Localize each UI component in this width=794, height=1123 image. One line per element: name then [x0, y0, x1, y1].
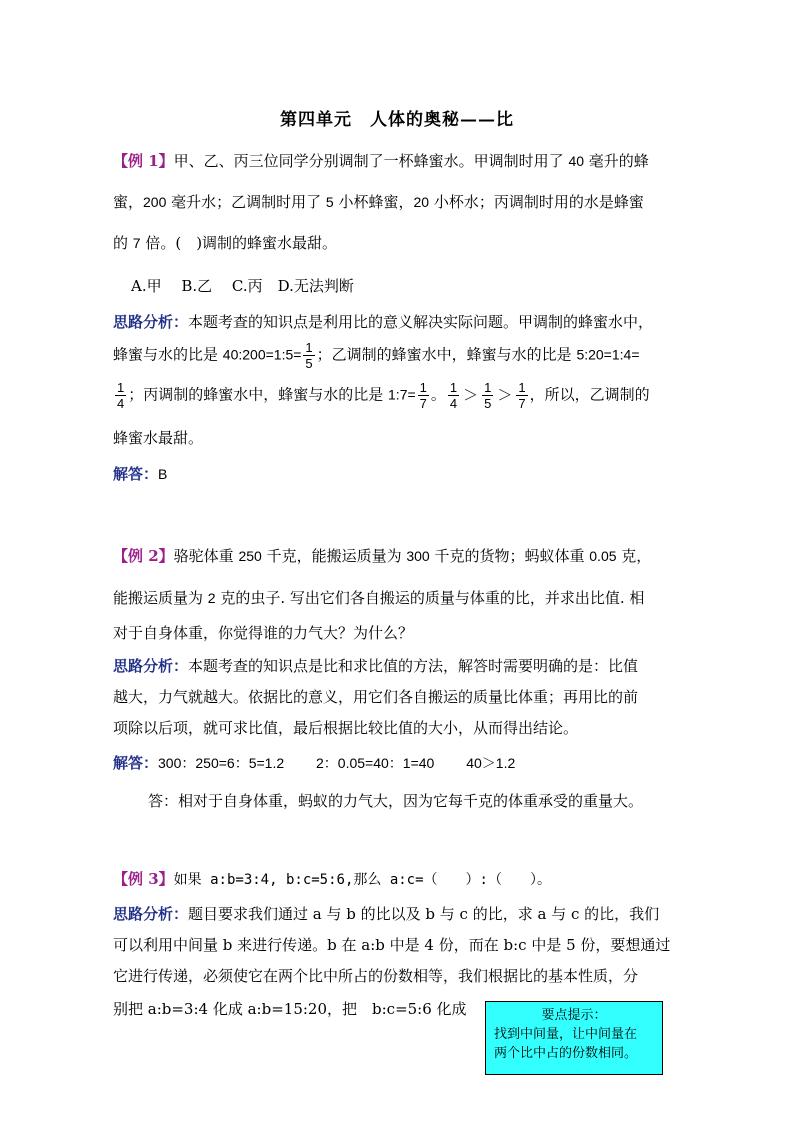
tip-line: 两个比中占的份数相同。	[494, 1046, 638, 1061]
ex1-question-line1	[113, 150, 649, 171]
ex1-analysis-line1	[113, 311, 653, 332]
number: 20	[413, 194, 430, 210]
text: 项除以后项，就可求比值，最后根据比较比值的大小，从而得出结论。	[113, 719, 579, 737]
answer-value: B	[158, 466, 168, 482]
fraction	[482, 380, 493, 411]
ex3-analysis-line3	[113, 965, 638, 986]
text: 题目要求我们通过 a 与 b 的比以及 b 与 c 的比，求 a 与 c 的比，我们	[188, 905, 660, 923]
fraction	[516, 380, 527, 411]
ratio: 1:7=	[388, 386, 416, 403]
number: 300	[406, 548, 430, 564]
text: 千克的货物；蚂蚁体重	[429, 547, 590, 565]
denominator: 4	[117, 396, 125, 411]
text: 毫升水；乙调制时用了	[166, 193, 326, 211]
ex2-tag: 【例 2】	[113, 547, 174, 565]
options-text: A.甲 B.乙 C.丙 D.无法判断	[131, 277, 354, 295]
answer-value: 300：250=6：5=1.2 2：0.05=40：1=40 40＞1.2	[158, 755, 516, 771]
ex2-answer-conclusion	[148, 790, 643, 811]
text: ，所以，乙调制的	[529, 385, 650, 404]
ratio: 5:20=1:4=	[576, 346, 640, 363]
text: 蜜，	[113, 193, 144, 211]
text: 小杯蜂蜜，	[333, 193, 414, 211]
ex3-question	[113, 868, 551, 889]
ex3-analysis-line2	[113, 934, 670, 955]
number: 5	[325, 194, 334, 210]
ex2-analysis-line3	[113, 717, 578, 738]
fraction	[303, 340, 314, 371]
ex2-answer	[113, 752, 515, 773]
text: 本题考查的知识点是利用比的意义解决实际问题。甲调制的蜂蜜水中，	[188, 313, 654, 331]
ex2-analysis-line2	[113, 686, 638, 707]
number: 200	[143, 194, 167, 210]
tip-line: 找到中间量，让中间量在	[494, 1027, 638, 1042]
number: 7	[132, 235, 141, 251]
ex2-question-line2	[113, 587, 644, 608]
text: 克的虫子. 写出它们各自搬运的质量与体重的比，并求出比值. 相	[215, 589, 645, 607]
denominator: 5	[484, 396, 492, 411]
number: 40	[568, 153, 585, 169]
analysis-label: 思路分析：	[113, 313, 189, 331]
denominator: 5	[305, 356, 313, 371]
numerator: 1	[419, 380, 427, 395]
text: 越大，力气就越大。依据比的意义，用它们各自搬运的质量比体重；再用比的前	[113, 688, 639, 706]
text: 。	[430, 385, 446, 404]
text: 甲、乙、丙三位同学分别调制了一杯蜂蜜水。甲调制时用了	[173, 152, 569, 170]
text: 可以利用中间量 b 来进行传递。b 在 a:b 中是 4 份，而在 b:c 中是 5 份，要想通过	[113, 936, 671, 954]
text: 蜂蜜与水的比是	[113, 345, 223, 364]
text: 的	[113, 234, 133, 252]
numerator: 1	[305, 340, 313, 355]
ex2-analysis-line1	[113, 655, 638, 676]
ex1-answer	[113, 463, 167, 484]
text: 倍。( )调制的蜂蜜水最甜。	[140, 234, 338, 252]
denominator: 4	[449, 396, 458, 411]
greater-than: ＞	[497, 385, 513, 404]
numerator: 1	[518, 380, 526, 395]
text: 千克，能搬运质量为	[261, 547, 407, 565]
text: 毫升的蜂	[584, 152, 649, 170]
ex3-tag: 【例 3】	[113, 870, 174, 888]
answer-label: 解答：	[113, 465, 159, 483]
tip-box	[485, 1001, 663, 1075]
tip-title: 要点提示：	[541, 1008, 607, 1023]
numerator: 1	[117, 380, 125, 395]
numerator: 1	[449, 380, 458, 395]
text: 它进行传递，必须使它在两个比中所占的份数相等，我们根据比的基本性质，分	[113, 967, 639, 985]
greater-than: ＞	[463, 385, 479, 404]
numerator: 1	[484, 380, 492, 395]
ex1-question-line3	[113, 232, 337, 253]
ex1-tag: 【例 1】	[113, 152, 174, 170]
ex1-analysis-line2	[113, 340, 640, 371]
number: 2	[207, 590, 216, 606]
number: 250	[238, 548, 262, 564]
text: 如果 a:b=3:4, b:c=5:6,那么 a:c=（ ）:（ ）。	[173, 872, 551, 888]
analysis-label: 思路分析：	[113, 657, 189, 675]
text: 小杯水；丙调制时用的水是蜂蜜	[429, 193, 644, 211]
ratio: 40:200=1:5=	[222, 346, 302, 363]
denominator: 7	[419, 396, 427, 411]
text: 别把 a:b=3:4 化成 a:b=15:20，把 b:c=5:6 化成	[113, 1000, 467, 1018]
ex3-analysis-line1	[113, 903, 659, 924]
text: 蜂蜜水最甜。	[113, 429, 204, 447]
ex1-analysis-line3	[113, 380, 650, 411]
text: 骆驼体重	[173, 547, 239, 565]
text: 克，	[616, 547, 652, 565]
fraction	[448, 380, 459, 411]
analysis-label: 思路分析：	[113, 905, 189, 923]
text: ；乙调制的蜂蜜水中，蜂蜜与水的比是	[316, 345, 577, 364]
ex3-analysis-line4	[113, 998, 467, 1019]
fraction	[418, 380, 429, 411]
text: 对于自身体重，你觉得谁的力气大？为什么？	[113, 624, 414, 642]
text: ；丙调制的蜂蜜水中，蜂蜜与水的比是	[128, 385, 389, 404]
text: 能搬运质量为	[113, 589, 208, 607]
ex2-question-line3	[113, 622, 413, 643]
denominator: 7	[518, 396, 526, 411]
page-title: 第四单元 人体的奥秘——比	[280, 110, 514, 130]
answer-label: 解答：	[113, 754, 159, 772]
ex1-analysis-line4	[113, 427, 203, 448]
text: 本题考查的知识点是比和求比值的方法，解答时需要明确的是：比值	[188, 657, 639, 675]
ex1-question-line2	[113, 191, 644, 212]
ex2-question-line1	[113, 545, 651, 566]
number: 0.05	[589, 548, 617, 564]
ex1-options	[131, 275, 354, 296]
fraction	[115, 380, 126, 411]
text: 答：相对于自身体重，蚂蚁的力气大，因为它每千克的体重承受的重量大。	[148, 792, 644, 810]
